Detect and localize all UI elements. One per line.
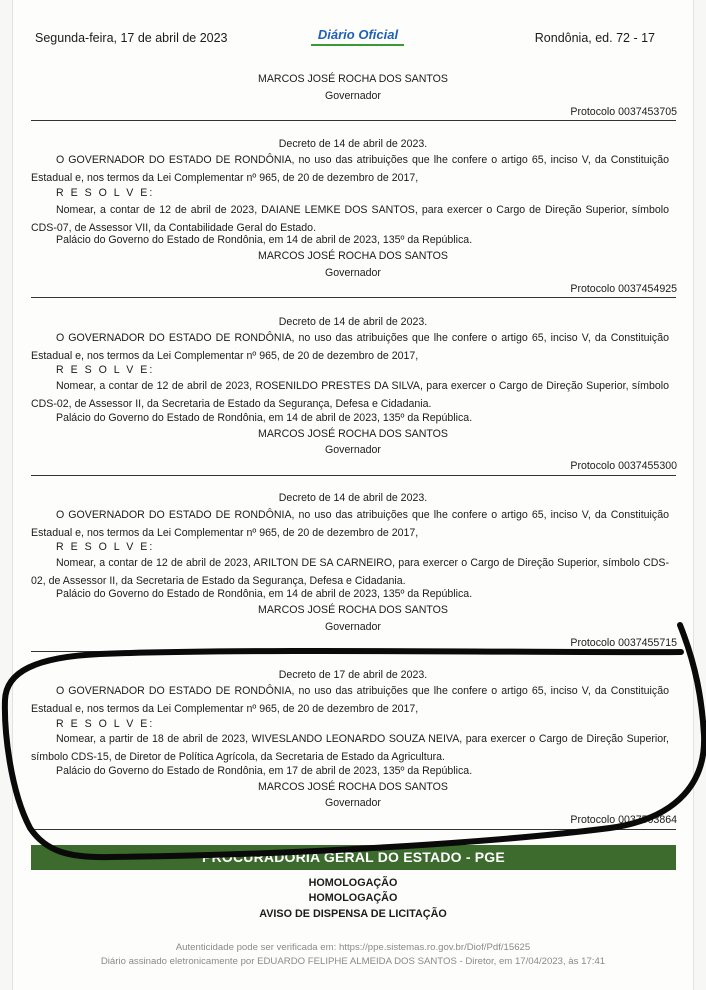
diario-oficial-logo: Diário Oficial bbox=[317, 27, 399, 42]
decree-preamble: O GOVERNADOR DO ESTADO DE RONDÔNIA, no uso das atribuições que lhe confere o artigo 65, inciso V, da Constituição Estadual e, nos termos da Lei Complementar nº 965, de 20 de dezembro de 2017, bbox=[31, 685, 669, 715]
top-protocol: Protocolo 0037453705 bbox=[570, 106, 677, 118]
decree-palace: Palácio do Governo do Estado de Rondônia, em 17 de abril de 2023, 135º da República. bbox=[56, 765, 473, 777]
decree-role: Governador bbox=[325, 444, 381, 456]
decree-body: Nomear, a contar de 12 de abril de 2023, DAIANE LEMKE DOS SANTOS, para exercer o Cargo de Direção Superior, símbolo CDS-07, de Assessor VII, da Contabilidade Geral do Estado. bbox=[31, 204, 669, 234]
decree-protocol: Protocolo 0037454925 bbox=[570, 283, 677, 295]
header-edition: Rondônia, ed. 72 - 17 bbox=[534, 31, 655, 45]
header-date: Segunda-feira, 17 de abril de 2023 bbox=[35, 31, 228, 45]
decree-signer: MARCOS JOSÉ ROCHA DOS SANTOS bbox=[258, 604, 448, 616]
pge-heading: AVISO DE DISPENSA DE LICITAÇÃO bbox=[259, 908, 447, 920]
decree-preamble: O GOVERNADOR DO ESTADO DE RONDÔNIA, no uso das atribuições que lhe confere o artigo 65, inciso V, da Constituição Estadual e, nos termos da Lei Complementar nº 965, de 20 de dezembro de 2017, bbox=[31, 509, 669, 539]
decree-palace: Palácio do Governo do Estado de Rondônia, em 14 de abril de 2023, 135º da República. bbox=[56, 412, 473, 424]
decree-body: Nomear, a partir de 18 de abril de 2023, WIVESLANDO LEONARDO SOUZA NEIVA, para exercer o Cargo de Direção Superior, símbolo CDS-15, de Diretor de Política Agrícola, da Secretaria de Estado da Agricultura. bbox=[31, 733, 669, 763]
decree-body: Nomear, a contar de 12 de abril de 2023, ROSENILDO PRESTES DA SILVA, para exercer o Cargo de Direção Superior, símbolo CDS-02, de Assessor II, da Secretaria de Estado da Segurança, Defesa e Cidadania. bbox=[31, 380, 669, 410]
decree-body: Nomear, a contar de 12 de abril de 2023, ARILTON DE SA CARNEIRO, para exercer o Cargo de Direção Superior, símbolo CDS-02, de Assessor II, da Secretaria de Estado da Segurança, Defesa e Cidadania. bbox=[31, 557, 669, 587]
top-role: Governador bbox=[325, 90, 381, 102]
decree-role: Governador bbox=[325, 621, 381, 633]
decree-resolve: R E S O L V E: bbox=[56, 541, 155, 553]
decree-title: Decreto de 17 de abril de 2023. bbox=[278, 669, 428, 681]
decree-title: Decreto de 14 de abril de 2023. bbox=[278, 492, 428, 504]
decree-role: Governador bbox=[325, 797, 381, 809]
decree-signer: MARCOS JOSÉ ROCHA DOS SANTOS bbox=[258, 250, 448, 262]
footer-signed: Diário assinado eletronicamente por EDUARDO FELIPHE ALMEIDA DOS SANTOS - Diretor, em 17/04/2023, às 17:41 bbox=[100, 956, 606, 967]
decree-signer: MARCOS JOSÉ ROCHA DOS SANTOS bbox=[258, 781, 448, 793]
decree-title: Decreto de 14 de abril de 2023. bbox=[278, 138, 428, 150]
decree-resolve: R E S O L V E: bbox=[56, 187, 155, 199]
decree-preamble: O GOVERNADOR DO ESTADO DE RONDÔNIA, no uso das atribuições que lhe confere o artigo 65, inciso V, da Constituição Estadual e, nos termos da Lei Complementar nº 965, de 20 de dezembro de 2017, bbox=[31, 154, 669, 184]
decree-preamble: O GOVERNADOR DO ESTADO DE RONDÔNIA, no uso das atribuições que lhe confere o artigo 65, inciso V, da Constituição Estadual e, nos termos da Lei Complementar nº 965, de 20 de dezembro de 2017, bbox=[31, 332, 669, 362]
pge-title: PROCURADORIA GERAL DO ESTADO - PGE bbox=[202, 849, 505, 865]
footer-auth: Autenticidade pode ser verificada em: https://ppe.sistemas.ro.gov.br/Diof/Pdf/15625 bbox=[175, 942, 531, 953]
top-signer: MARCOS JOSÉ ROCHA DOS SANTOS bbox=[258, 73, 448, 85]
decree-resolve: R E S O L V E: bbox=[56, 718, 155, 730]
decree-resolve: R E S O L V E: bbox=[56, 364, 155, 376]
pge-heading: HOMOLOGAÇÃO bbox=[308, 892, 398, 904]
decree-protocol: Protocolo 0037455715 bbox=[570, 637, 677, 649]
pge-heading: HOMOLOGAÇÃO bbox=[308, 877, 398, 889]
decree-protocol: Protocolo 0037455300 bbox=[570, 460, 677, 472]
decree-palace: Palácio do Governo do Estado de Rondônia, em 14 de abril de 2023, 135º da República. bbox=[56, 234, 473, 246]
decree-title: Decreto de 14 de abril de 2023. bbox=[278, 316, 428, 328]
decree-palace: Palácio do Governo do Estado de Rondônia, em 14 de abril de 2023, 135º da República. bbox=[56, 588, 473, 600]
decree-signer: MARCOS JOSÉ ROCHA DOS SANTOS bbox=[258, 428, 448, 440]
decree-role: Governador bbox=[325, 267, 381, 279]
decree-protocol: Protocolo 0037503864 bbox=[570, 814, 677, 826]
